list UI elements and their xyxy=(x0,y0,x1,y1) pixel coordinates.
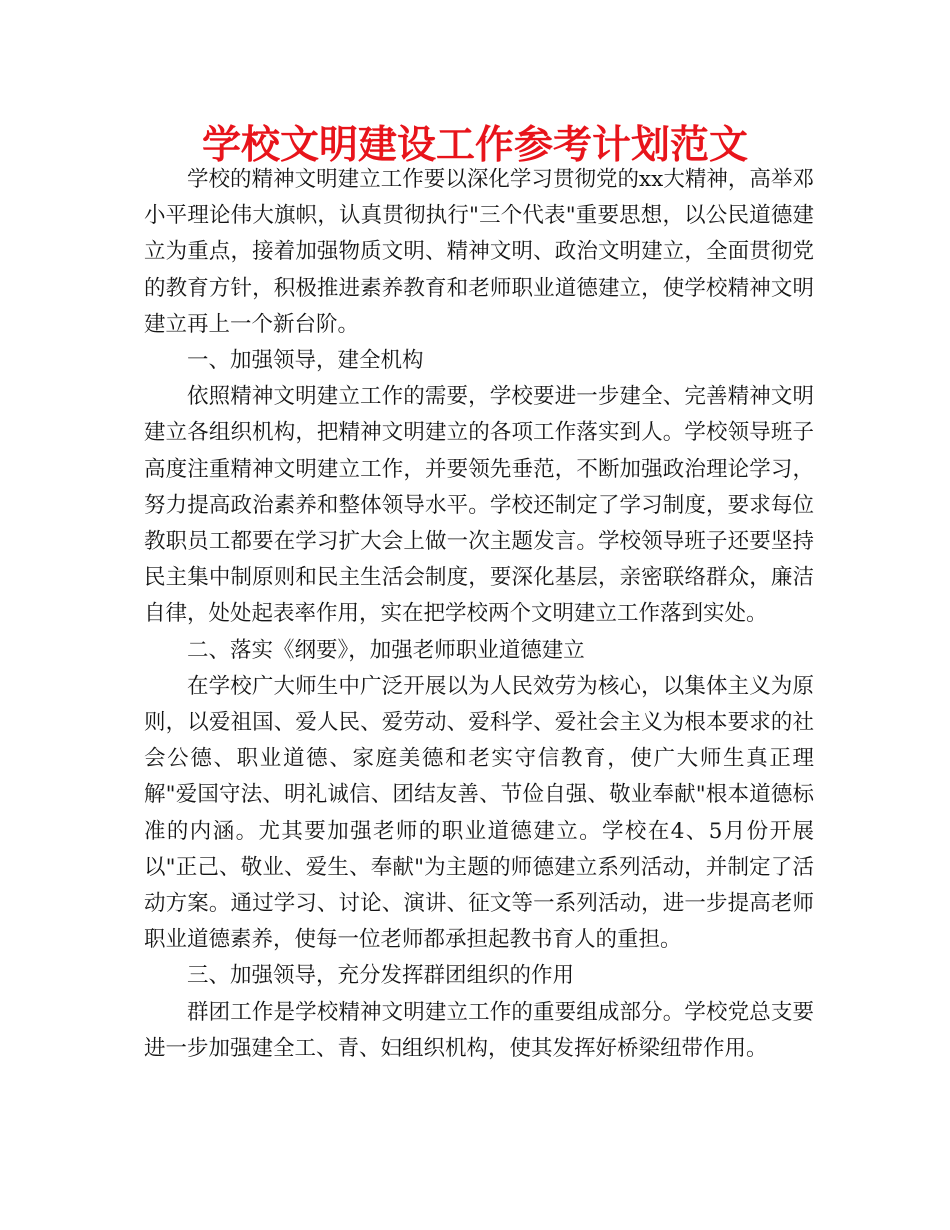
paragraph-section-2: 在学校广大师生中广泛开展以为人民效劳为核心，以集体主义为原则，以爱祖国、爱人民、爱劳动、爱科学、爱社会主义为根本要求的社会公德、职业道德、家庭美德和老实守信教育，使广大师生真正理解"爱国守法、明礼诚信、团结友善、节俭自强、敬业奉献"根本道德标准的内涵。尤其要加强老师的职业道德建立。学校在4、5月份开展以"正己、敬业、爱生、奉献"为主题的师德建立系列活动，并制定了活动方案。通过学习、讨论、演讲、征文等一系列活动，进一步提高老师职业道德素养，使每一位老师都承担起教书育人的重担。 xyxy=(144,673,814,953)
paragraph-intro: 学校的精神文明建立工作要以深化学习贯彻党的xx大精神，高举邓小平理论伟大旗帜，认真贯彻执行"三个代表"重要思想，以公民道德建立为重点，接着加强物质文明、精神文明、政治文明建立，全面贯彻党的教育方针，积极推进素养教育和老师职业道德建立，使学校精神文明建立再上一个新台阶。 xyxy=(144,167,814,337)
section-heading-2: 二、落实《纲要》，加强老师职业道德建立 xyxy=(187,637,585,663)
section-heading-3: 三、加强领导，充分发挥群团组织的作用 xyxy=(187,963,575,989)
paragraph-section-3: 群团工作是学校精神文明建立工作的重要组成部分。学校党总支要进一步加强建全工、青、妇组织机构，使其发挥好桥梁纽带作用。 xyxy=(144,999,814,1061)
document-title: 学校文明建设工作参考计划范文 xyxy=(201,122,748,168)
paragraph-section-1: 依照精神文明建立工作的需要，学校要进一步建全、完善精神文明建立各组织机构，把精神文明建立的各项工作落实到人。学校领导班子高度注重精神文明建立工作，并要领先垂范，不断加强政治理论学习，努力提高政治素养和整体领导水平。学校还制定了学习制度，要求每位教职员工都要在学习扩大会上做一次主题发言。学校领导班子还要坚持民主集中制原则和民主生活会制度，要深化基层，亲密联络群众，廉洁自律，处处起表率作用，实在把学校两个文明建立工作落到实处。 xyxy=(144,384,814,627)
section-heading-1: 一、加强领导，建全机构 xyxy=(187,348,424,374)
document-body xyxy=(144,162,814,1067)
